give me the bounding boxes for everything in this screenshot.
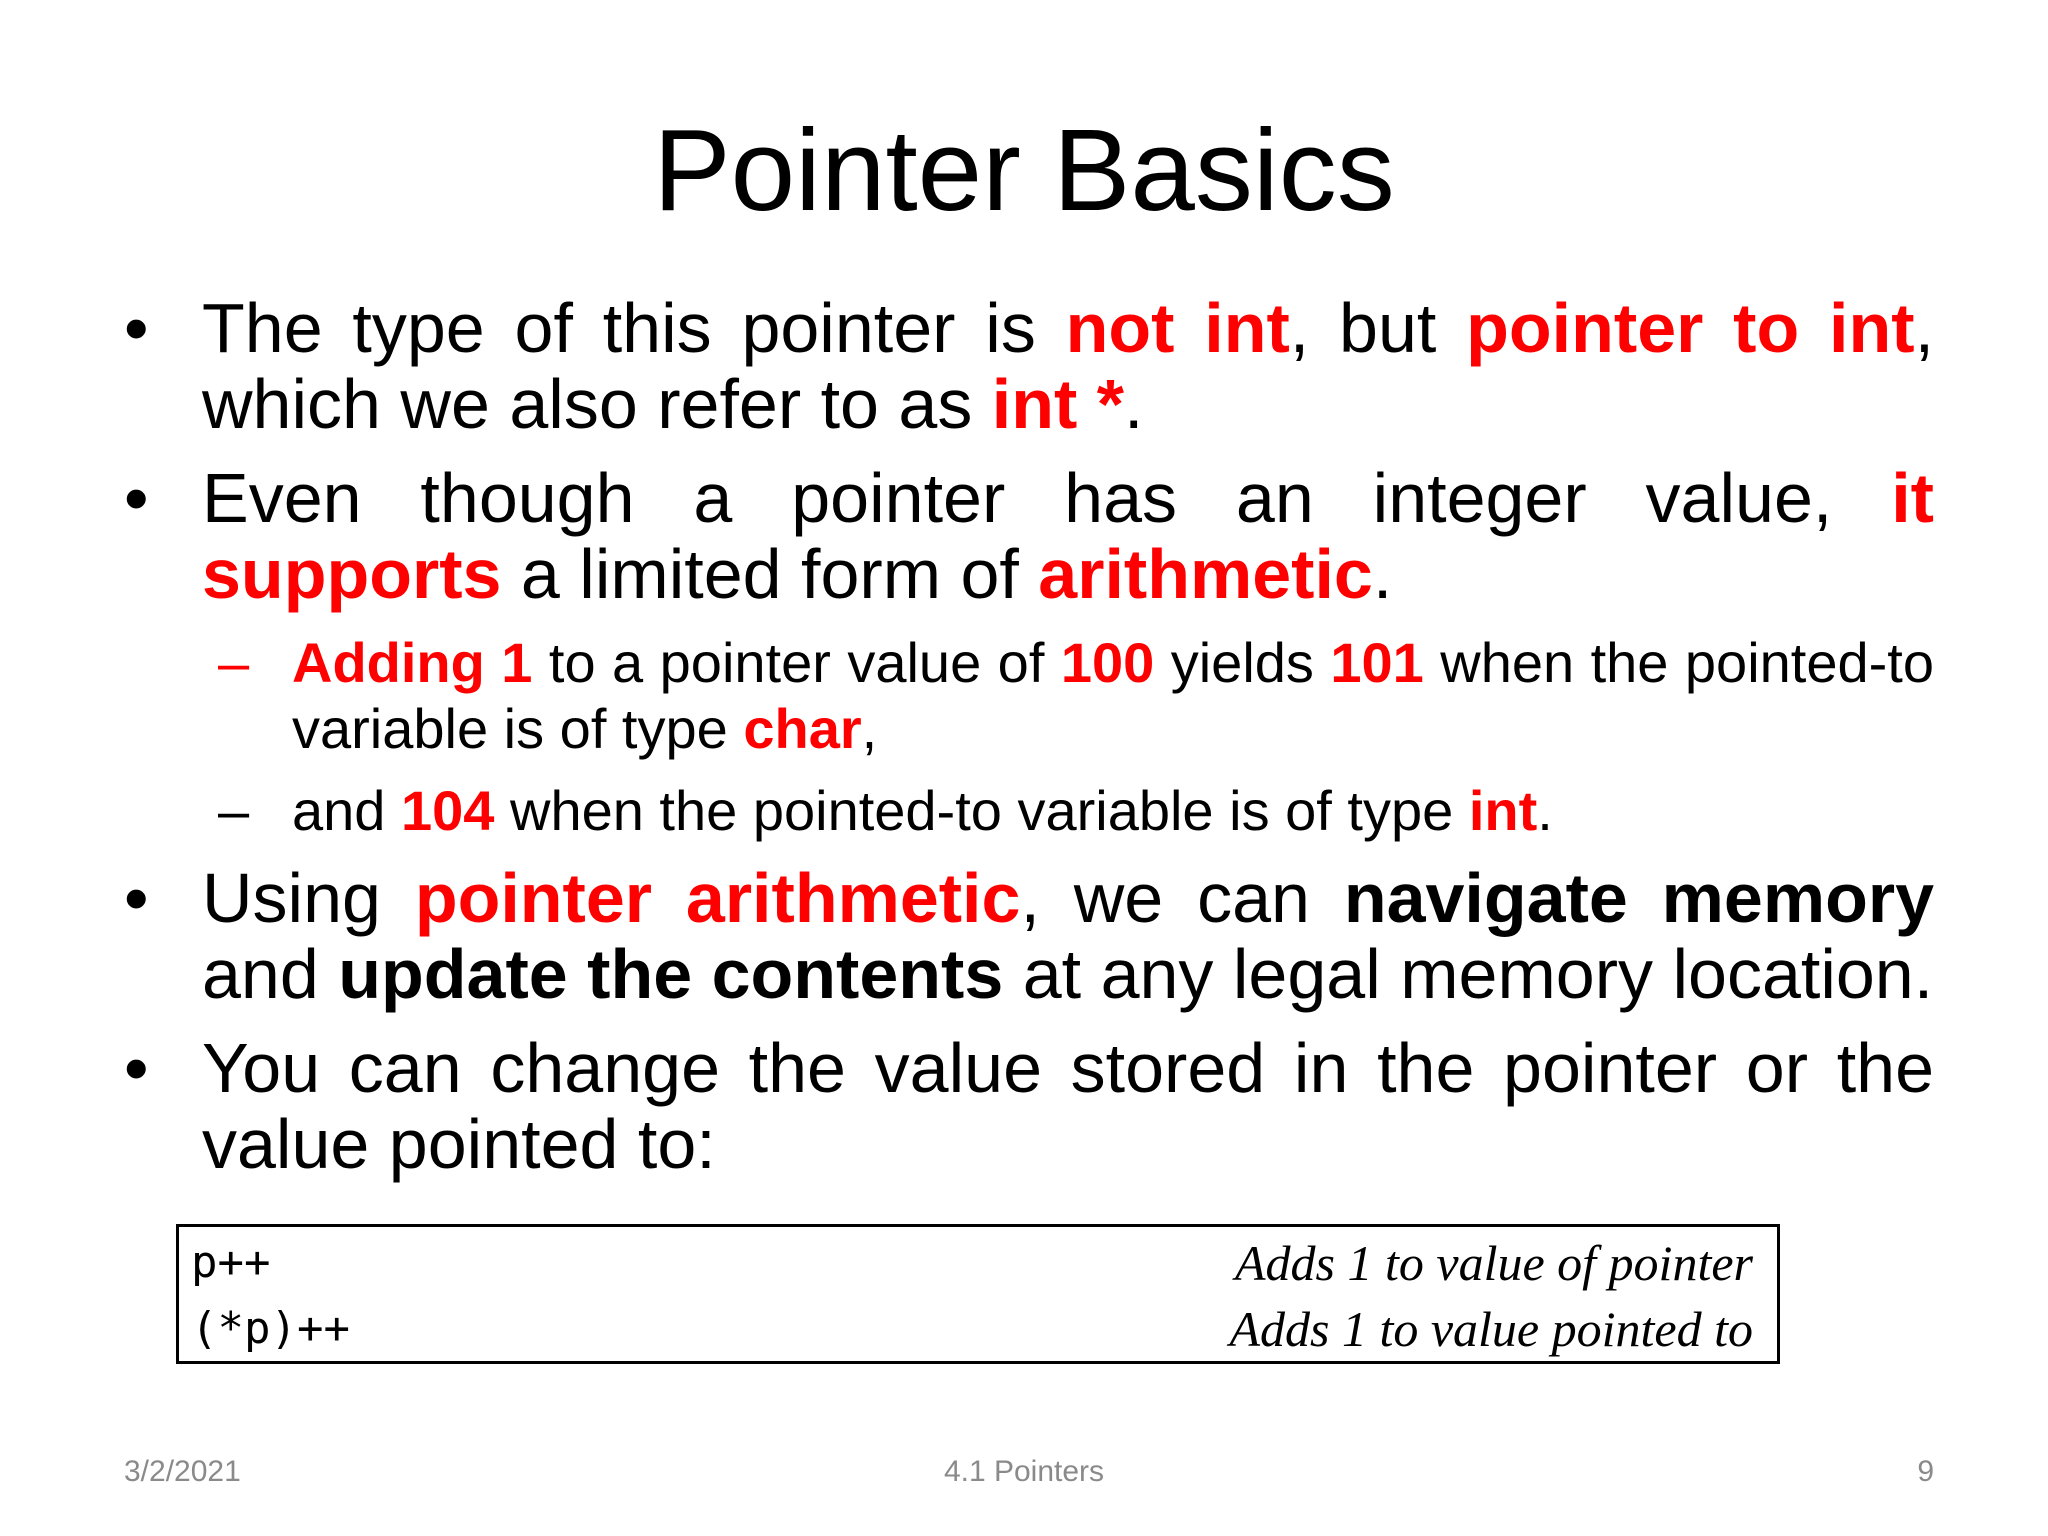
text-run: yields <box>1154 631 1331 694</box>
bullet-text <box>202 859 1934 1013</box>
footer-date: 3/2/2021 <box>124 1455 241 1488</box>
highlight-text: char <box>743 697 862 760</box>
dash-marker: – <box>218 631 250 694</box>
bullet-marker: • <box>124 859 149 937</box>
text-run: when the pointed-to variable is of type <box>494 779 1469 842</box>
bullet-item <box>124 860 1934 1012</box>
text-run: , <box>861 697 878 760</box>
text-run: and <box>202 935 339 1013</box>
text-run: . <box>1372 535 1393 613</box>
text-run: at any legal memory location. <box>1003 935 1934 1013</box>
bold-text: update the contents <box>338 935 1004 1013</box>
text-run: Using <box>202 859 415 937</box>
text-run: , but <box>1289 289 1467 367</box>
highlight-text: Adding 1 <box>292 631 533 694</box>
bullet-text <box>202 289 1934 443</box>
code-expression: p++ <box>191 1237 271 1288</box>
text-run: , which we also refer to as <box>202 289 1935 443</box>
code-table <box>176 1224 1780 1364</box>
highlight-text: pointer arithmetic <box>414 859 1021 937</box>
bullet-marker: • <box>124 289 149 367</box>
slide-body <box>124 290 1934 1200</box>
code-description: Adds 1 to value of pointer <box>1235 1235 1753 1291</box>
bullet-marker: • <box>124 459 149 537</box>
page-number: 9 <box>1917 1455 1934 1488</box>
highlight-text: not int <box>1065 289 1290 367</box>
sub-bullet-text <box>292 779 1553 842</box>
bullet-item <box>124 1030 1934 1182</box>
code-table-row <box>191 1295 1753 1361</box>
sub-bullet-item <box>218 778 1934 844</box>
highlight-text: int * <box>991 365 1125 443</box>
code-description: Adds 1 to value pointed to <box>1229 1301 1753 1357</box>
code-table-row <box>191 1229 1753 1295</box>
text-run: a limited form of <box>501 535 1039 613</box>
sub-bullet-item <box>218 630 1934 762</box>
highlight-text: arithmetic <box>1038 535 1373 613</box>
highlight-text: 104 <box>401 779 495 842</box>
bullet-item <box>124 290 1934 442</box>
bullet-text: You can change the value stored in the pointer or the value pointed to: <box>202 1029 1934 1183</box>
bullet-marker: • <box>124 1029 149 1107</box>
text-run: . <box>1537 779 1553 842</box>
highlight-text: 100 <box>1060 631 1155 694</box>
highlight-text: 101 <box>1330 631 1424 694</box>
text-run: . <box>1124 365 1144 443</box>
highlight-text: int <box>1468 779 1538 842</box>
text-run: Even though a pointer has an integer value, <box>202 459 1892 537</box>
text-run: The type of this pointer is <box>202 289 1066 367</box>
text-run: when the pointed-to variable is of type <box>292 631 1934 760</box>
text-run: , we can <box>1020 859 1344 937</box>
sub-bullet-text <box>292 631 1934 760</box>
footer-title: 4.1 Pointers <box>943 1455 1105 1488</box>
dash-marker: – <box>218 779 250 842</box>
text-run: and <box>292 779 401 842</box>
text-run: to a pointer value of <box>532 631 1061 694</box>
highlight-text: pointer to int <box>1466 289 1915 367</box>
bold-text: navigate memory <box>1343 859 1935 937</box>
bullet-item <box>124 460 1934 612</box>
bullet-text <box>202 459 1934 613</box>
highlight-text: it supports <box>202 459 1934 613</box>
slide-title: Pointer Basics <box>653 105 1395 235</box>
code-expression: (*p)++ <box>191 1303 350 1354</box>
